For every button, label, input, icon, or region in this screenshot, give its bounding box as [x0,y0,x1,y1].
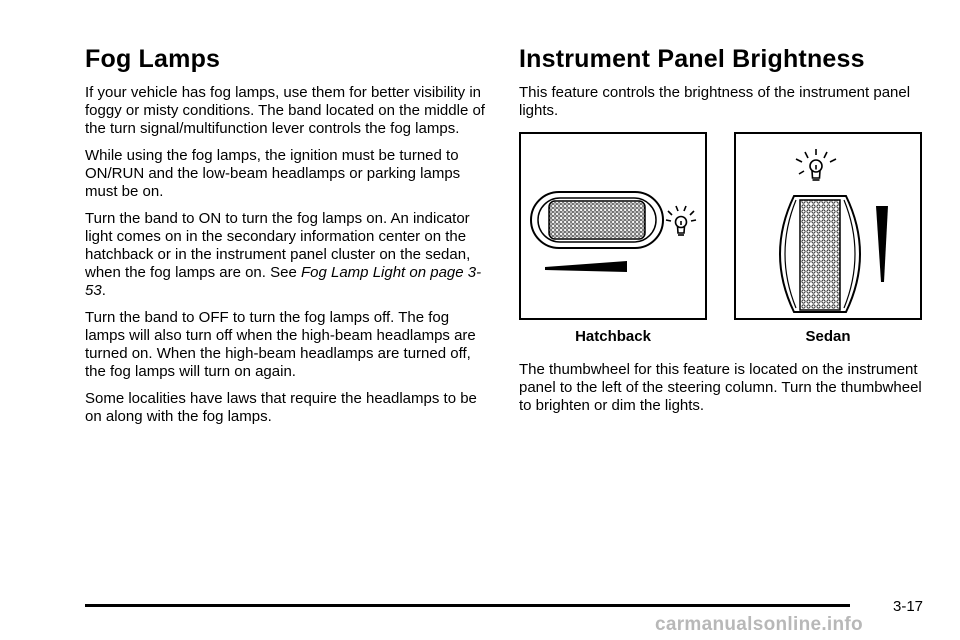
fog-lamps-paragraph-3 [85,210,490,300]
sedan-light-bulb-icon [796,149,836,180]
fog-lamp-light-reference-link[interactable]: Fog Lamp Light on page 3-53 [85,264,482,299]
sedan-knurled-wheel [800,200,840,310]
fog-lamps-paragraph-3-end: . [101,282,106,299]
brightness-paragraph-2: The thumbwheel for this feature is located on the instrument panel to the left of the steering column. Turn the thumbwheel to brighten or dim the lights. [519,361,922,414]
fog-lamps-paragraph-1: If your vehicle has fog lamps, use them for better visibility in foggy or misty conditions. The band located on the middle of the turn signal/multifunction lever controls the fog lamps. [85,84,485,137]
hatchback-caption: Hatchback [575,328,651,345]
sedan-thumbwheel-illustration [734,132,922,320]
brightness-paragraph-1: This feature controls the brightness of the instrument panel lights. [519,84,911,119]
hatchback-thumbwheel-drawing [521,134,705,318]
hatchback-knurled-wheel [549,201,645,239]
instrument-panel-brightness-heading: Instrument Panel Brightness [519,45,865,73]
sedan-caption: Sedan [805,328,851,345]
hatchback-brightness-wedge [545,261,627,272]
hatchback-light-bulb-icon [666,206,696,235]
fog-lamps-paragraph-2: While using the fog lamps, the ignition must be turned to ON/RUN and the low-beam headlamps or parking lamps must be on. [85,147,461,200]
fog-lamps-paragraph-5: Some localities have laws that require the headlamps to be on along with the fog lamps. [85,390,477,425]
page-number: 3-17 [893,598,924,615]
fog-lamps-heading: Fog Lamps [85,45,221,73]
thumbwheel-figure [519,132,929,347]
sedan-thumbwheel-drawing [736,134,920,318]
footer-rule [85,604,850,607]
sedan-brightness-wedge [876,206,888,282]
fog-lamps-paragraph-4: Turn the band to OFF to turn the fog lamps off. The fog lamps will also turn off when the high-beam headlamps are turned on. When the high-beam headlamps are turned off, the fog lamps will turn on again. [85,309,476,380]
left-column [85,44,490,435]
watermark-text: carmanualsonline.info [655,614,863,635]
right-column [519,44,929,424]
hatchback-thumbwheel-illustration [519,132,707,320]
fog-lamps-paragraph-3-text: Turn the band to ON to turn the fog lamps on. An indicator light comes on in the secondary information center on the hatchback or in the instrument panel cluster on the sedan, when the fog lamps are on. See [85,210,471,281]
